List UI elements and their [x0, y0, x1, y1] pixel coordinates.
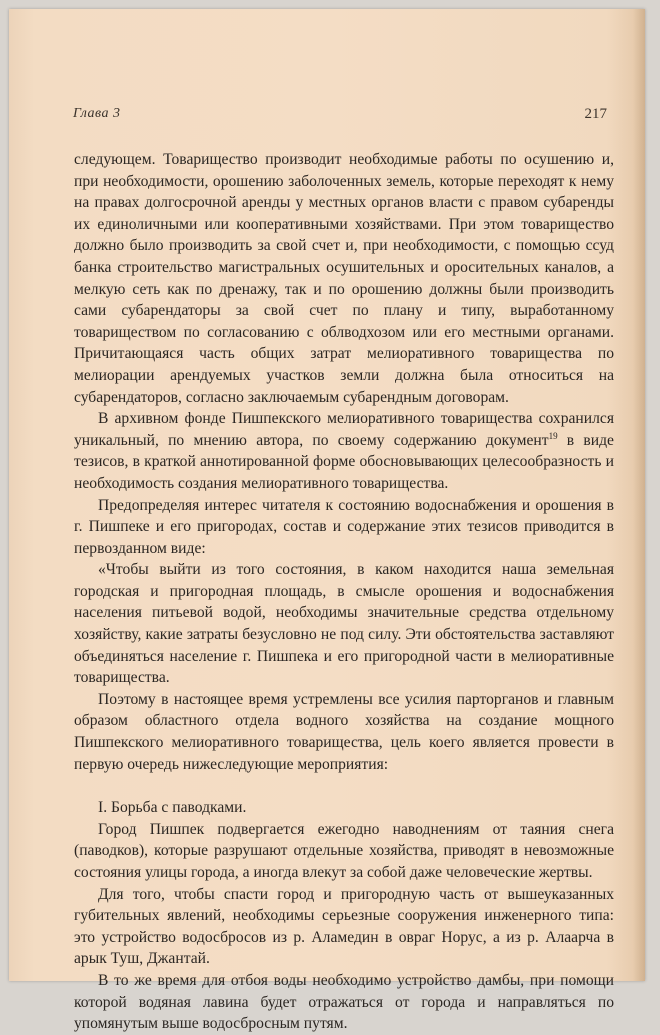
page-number: 217	[584, 106, 607, 122]
running-header	[73, 106, 607, 126]
page-edge-shadow	[633, 9, 645, 981]
quote-paragraph-3: Город Пишпек подвергается ежегодно наводнениям от таяния снега (паводков), которые разрушают отдельные хозяйства, приводят в невозможные состояния улицы города, а иногда влекут за собой даже человеческие жертвы.	[74, 820, 614, 881]
quote-paragraph-5: В то же время для отбоя воды необходимо устройство дамбы, при помощи которой водяная лавина будет отражаться от города и направляться по упомянутым выше водосбросным путям.	[74, 971, 614, 1033]
quote-paragraph-1: «Чтобы выйти из того состояния, в каком находится наша земельная городская и пригородная площадь, в смысле орошения и водоснабжения населения питьевой водой, необходимы значительные средства отдельному хозяйству, какие затраты безусловно не под силу. Эти обстоятельства заставляют объединяться население г. Пишпека и его пригородной части в мелиоративные товарищества.	[74, 561, 614, 687]
quote-paragraph-2: Поэтому в настоящее время устремлены все усилия парторганов и главным образом областного отдела водного хозяйства на создание мощного Пишпекского мелиоративного товарищества, цель коего является провести в первую очередь нижеследующие мероприятия:	[74, 690, 614, 773]
paragraph-3: Предопределяя интерес читателя к состоянию водоснабжения и орошения в г. Пишпеке и его пригородах, состав и содержание этих тезисов приводится в первозданном виде:	[74, 496, 614, 557]
paragraph-1: следующем. Товарищество производит необходимые работы по осушению и, при необходимости, орошению заболоченных земель, которые переходят к нему на правах долгосрочной аренды у местных органов власти с правом субаренды их единоличными или кооперативными хозяйствами. При этом товарищество должно было производить за свой счет и, при необходимости, с помощью ссуд банка строительство магистральных осушительных и оросительных каналов, а мелкую сеть как по дренажу, так и по орошению должны были производить сами субарендаторы за свой счет по плану и типу, выработанному товариществом по согласованию с облводхозом или его местными органами. Причитающаяся часть общих затрат мелиоративного товарищества по мелиорации арендуемых участков земли должна была относиться на субарендаторов, согласно заключаемым субарендным договорам.	[74, 151, 614, 406]
section-heading-floods: I. Борьба с паводками.	[98, 799, 247, 817]
footnote-ref-19: 19	[548, 430, 558, 441]
paragraph-2	[74, 408, 614, 494]
chapter-title: Глава 3	[73, 106, 121, 121]
body-text	[74, 149, 614, 1035]
book-page	[9, 9, 645, 1033]
paragraph-2-part-a: В архивном фонде Пишпекского мелиоративного товарищества сохранился уникальный, по мнению автора, по своему содержанию документ	[74, 410, 614, 449]
quote-paragraph-4: Для того, чтобы спасти город и пригородную часть от вышеуказанных губительных явлений, необходимы серьезные сооружения инженерного типа: это устройство водосбросов из р. Аламедин в овраг Норус, а из р. Алаарча в арык Туш, Джантай.	[74, 885, 614, 968]
paragraph-2-part-b: в виде тезисов, в краткой аннотированной форме обосновывающих целесообразность и необходимость создания мелиоративного товарищества.	[74, 431, 614, 492]
